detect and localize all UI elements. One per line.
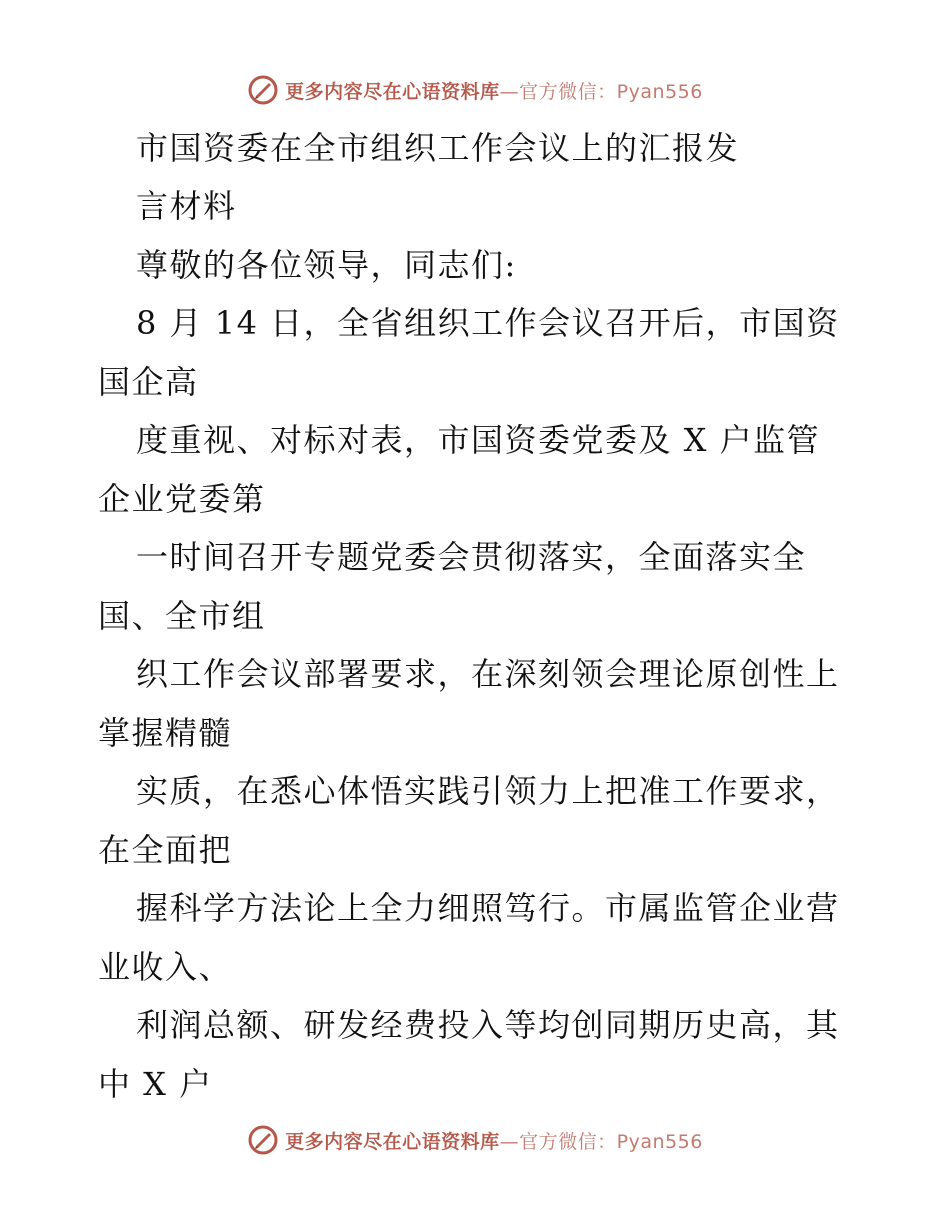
paragraph-line: 在全面把 [98, 831, 233, 869]
paragraph-line: 度重视、对标对表，市国资委党委及 X 户监管 [136, 421, 821, 459]
document-title-line-1: 市国资委在全市组织工作会议上的汇报发 [136, 129, 740, 167]
paragraph-line: 掌握精髓 [98, 714, 233, 752]
paragraph-line: 实质，在悉心体悟实践引领力上把准工作要求， [136, 772, 840, 810]
paragraph-line: 8 月 14 日，全省组织工作会议召开后，市国资 [136, 304, 840, 342]
paragraph-line: 织工作会议部署要求，在深刻领会理论原创性上 [136, 655, 840, 693]
paragraph-line: 国企高 [98, 363, 199, 401]
paragraph-line: 中 X 户 [98, 1065, 213, 1103]
pen-seal-icon [247, 1124, 279, 1156]
pen-seal-icon [247, 74, 279, 106]
salutation: 尊敬的各位领导，同志们: [136, 246, 517, 284]
paragraph-line: 业收入、 [98, 948, 233, 986]
document-title-line-2: 言材料 [136, 187, 237, 225]
paragraph-line: 利润总额、研发经费投入等均创同期历史高，其 [136, 1006, 840, 1044]
watermark-group [247, 74, 703, 106]
paragraph-line: 一时间召开专题党委会贯彻落实，全面落实全 [136, 538, 807, 576]
paragraph-line: 企业党委第 [98, 480, 266, 518]
paragraph-line: 握科学方法论上全力细照笃行。市属监管企业营 [136, 889, 840, 927]
header-watermark [0, 70, 950, 110]
watermark-text: 更多内容尽在心语资料库—官方微信：Pyan556 [285, 1130, 703, 1153]
watermark-text: 更多内容尽在心语资料库—官方微信：Pyan556 [285, 80, 703, 103]
footer-watermark [0, 1120, 950, 1160]
watermark-group [247, 1124, 703, 1156]
paragraph-line: 国、全市组 [98, 597, 266, 635]
